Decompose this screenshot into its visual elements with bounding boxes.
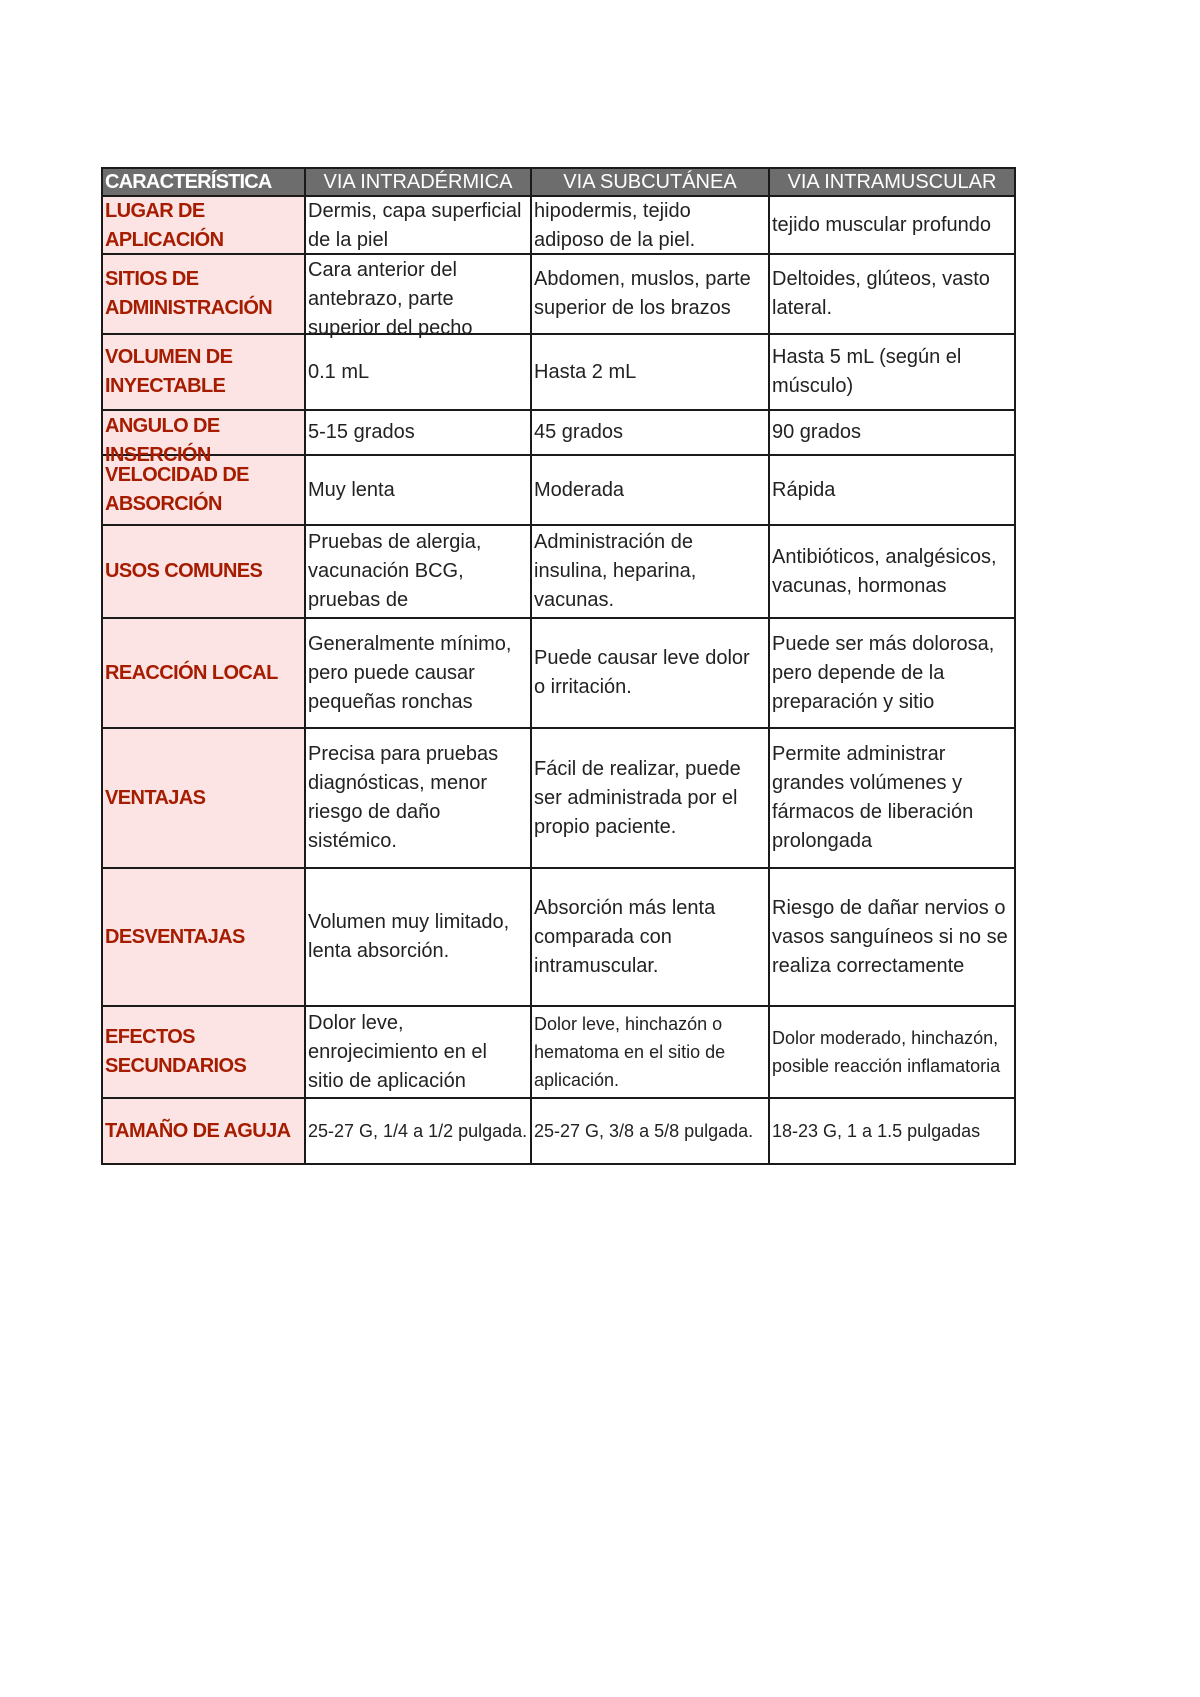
subcutanea-cell: Hasta 2 mL: [531, 334, 769, 410]
comparison-sheet: [101, 167, 1014, 1165]
subcutanea-cell: Abdomen, muslos, parte superior de los brazos: [531, 254, 769, 334]
header-row: [102, 168, 1015, 196]
subcutanea-cell: Dolor leve, hinchazón o hematoma en el sitio de aplicación.: [531, 1006, 769, 1098]
table-row: [102, 618, 1015, 728]
intramuscular-cell: Rápida: [769, 455, 1015, 525]
intradermica-cell: Generalmente mínimo, pero puede causar pequeñas ronchas: [305, 618, 531, 728]
subcutanea-cell: 45 grados: [531, 410, 769, 455]
intramuscular-cell: Permite administrar grandes volúmenes y fármacos de liberación prolongada: [769, 728, 1015, 868]
table-row: [102, 1098, 1015, 1164]
feature-cell: VENTAJAS: [102, 728, 305, 868]
table-row: [102, 525, 1015, 618]
feature-cell: VOLUMEN DE INYECTABLE: [102, 334, 305, 410]
feature-cell: USOS COMUNES: [102, 525, 305, 618]
subcutanea-cell: Absorción más lenta comparada con intramuscular.: [531, 868, 769, 1006]
table-row: [102, 868, 1015, 1006]
intramuscular-cell: Puede ser más dolorosa, pero depende de la preparación y sitio: [769, 618, 1015, 728]
intramuscular-cell: Riesgo de dañar nervios o vasos sanguíneos si no se realiza correctamente: [769, 868, 1015, 1006]
comparison-table: [101, 167, 1016, 1165]
table-row: [102, 196, 1015, 254]
feature-cell: SITIOS DE ADMINISTRACIÓN: [102, 254, 305, 334]
intramuscular-cell: Hasta 5 mL (según el músculo): [769, 334, 1015, 410]
subcutanea-cell: Fácil de realizar, puede ser administrada por el propio paciente.: [531, 728, 769, 868]
intradermica-cell: Volumen muy limitado, lenta absorción.: [305, 868, 531, 1006]
intradermica-cell: 0.1 mL: [305, 334, 531, 410]
intradermica-cell: Cara anterior del antebrazo, parte superior del pecho: [305, 254, 531, 334]
feature-cell: VELOCIDAD DE ABSORCIÓN: [102, 455, 305, 525]
feature-cell: DESVENTAJAS: [102, 868, 305, 1006]
intradermica-cell: Precisa para pruebas diagnósticas, menor riesgo de daño sistémico.: [305, 728, 531, 868]
intramuscular-cell: Dolor moderado, hinchazón, posible reacción inflamatoria: [769, 1006, 1015, 1098]
feature-cell: ANGULO DE INSERCIÓN: [102, 410, 305, 455]
table-row: [102, 455, 1015, 525]
header-intradermica: VIA INTRADÉRMICA: [305, 168, 531, 196]
table-row: [102, 728, 1015, 868]
intradermica-cell: Pruebas de alergia, vacunación BCG, pruebas de: [305, 525, 531, 618]
table-row: [102, 334, 1015, 410]
feature-cell: REACCIÓN LOCAL: [102, 618, 305, 728]
intramuscular-cell: Deltoides, glúteos, vasto lateral.: [769, 254, 1015, 334]
subcutanea-cell: Administración de insulina, heparina, vacunas.: [531, 525, 769, 618]
subcutanea-cell: Moderada: [531, 455, 769, 525]
intradermica-cell: Muy lenta: [305, 455, 531, 525]
intramuscular-cell: 90 grados: [769, 410, 1015, 455]
header-subcutanea: VIA SUBCUTÁNEA: [531, 168, 769, 196]
subcutanea-cell: Puede causar leve dolor o irritación.: [531, 618, 769, 728]
intradermica-cell: 25-27 G, 1/4 a 1/2 pulgada.: [305, 1098, 531, 1164]
intramuscular-cell: Antibióticos, analgésicos, vacunas, hormonas: [769, 525, 1015, 618]
header-caracteristica: CARACTERÍSTICA: [102, 168, 305, 196]
feature-cell: TAMAÑO DE AGUJA: [102, 1098, 305, 1164]
subcutanea-cell: 25-27 G, 3/8 a 5/8 pulgada.: [531, 1098, 769, 1164]
intradermica-cell: 5-15 grados: [305, 410, 531, 455]
subcutanea-cell: hipodermis, tejido adiposo de la piel.: [531, 196, 769, 254]
table-row: [102, 1006, 1015, 1098]
feature-cell: EFECTOS SECUNDARIOS: [102, 1006, 305, 1098]
intradermica-cell: Dermis, capa superficial de la piel: [305, 196, 531, 254]
table-row: [102, 410, 1015, 455]
intradermica-cell: Dolor leve, enrojecimiento en el sitio de aplicación: [305, 1006, 531, 1098]
feature-cell: LUGAR DE APLICACIÓN: [102, 196, 305, 254]
header-intramuscular: VIA INTRAMUSCULAR: [769, 168, 1015, 196]
intramuscular-cell: tejido muscular profundo: [769, 196, 1015, 254]
table-row: [102, 254, 1015, 334]
intramuscular-cell: 18-23 G, 1 a 1.5 pulgadas: [769, 1098, 1015, 1164]
